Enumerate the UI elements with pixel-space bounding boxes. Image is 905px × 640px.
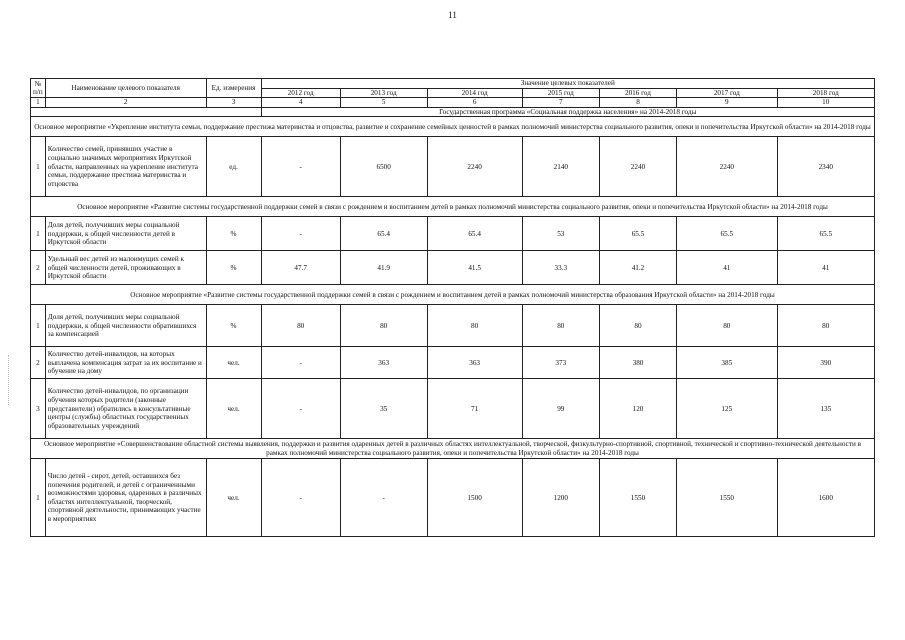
row-value: 2240 (677, 137, 777, 197)
header-year: 2013 год (340, 88, 427, 98)
row-name: Доля детей, получивших меры социальной поддержки, к общей численности обратившихся за компенсацией (45, 305, 206, 347)
row-value: - (261, 347, 340, 379)
row-value: 71 (427, 379, 522, 439)
row-value: 53 (522, 217, 599, 251)
column-number: 8 (599, 98, 676, 108)
indicators-table (30, 78, 875, 537)
header-unit: Ед. измерения (206, 79, 261, 98)
row-value: 80 (522, 305, 599, 347)
row-name: Число детей - сирот, детей, оставшихся без попечения родителей, и детей с ограниченными возможностями здоровья, одаренных в различных областях интеллектуальной, творческой, спортивной деятельности, принимающих участие в мероприятиях (45, 459, 206, 537)
row-value: 373 (522, 347, 599, 379)
row-name: Количество детей-инвалидов, на которых выплачена компенсация затрат за их воспитание и обучение на дому (45, 347, 206, 379)
row-name: Удельный вес детей из малоимущих семей к общей численности детей, проживающих в Иркутской области (45, 251, 206, 285)
row-value: 80 (427, 305, 522, 347)
row-value: 363 (427, 347, 522, 379)
column-number: 2 (45, 98, 206, 108)
row-value: 390 (777, 347, 874, 379)
row-value: 99 (522, 379, 599, 439)
row-value: 41 (777, 251, 874, 285)
section-row (31, 285, 875, 305)
row-value: 380 (599, 347, 676, 379)
row-value: 385 (677, 347, 777, 379)
row-value: 80 (261, 305, 340, 347)
section-title: Основное мероприятие «Совершенствование областной системы выявления, поддержки и развития одаренных детей в различных областях интеллектуальной, творческой, физкультурно-спортивной, спортивной, технической и спортивно-технической деятельности в рамках полномочий министерства социального развития, опеки и попечительства Иркутской области» на 2014-2018 годы (31, 439, 875, 459)
row-num: 3 (31, 379, 46, 439)
row-num: 1 (31, 459, 46, 537)
section-row (31, 197, 875, 217)
row-value: 41 (677, 251, 777, 285)
scan-margin-mark (8, 355, 10, 405)
row-value: 80 (777, 305, 874, 347)
column-number: 9 (677, 98, 777, 108)
row-unit: чел. (206, 379, 261, 439)
table-row (31, 305, 875, 347)
header-year: 2016 год (599, 88, 676, 98)
row-value: 2240 (599, 137, 676, 197)
row-value: - (340, 459, 427, 537)
row-value: 1550 (677, 459, 777, 537)
row-value: 1550 (599, 459, 676, 537)
row-value: - (261, 137, 340, 197)
row-value: - (261, 459, 340, 537)
section-row (31, 117, 875, 137)
row-value: - (261, 379, 340, 439)
table-row (31, 379, 875, 439)
section-title: Основное мероприятие «Развитие системы государственной поддержки семей в связи с рождением и воспитанием детей в рамках полномочий министерства социального развития, опеки и попечительства Иркутской области» на 2014-2018 годы (31, 197, 875, 217)
row-value: 80 (599, 305, 676, 347)
row-value: 6500 (340, 137, 427, 197)
row-unit: чел. (206, 459, 261, 537)
row-unit: ед. (206, 137, 261, 197)
header-values: Значение целевых показателей (261, 79, 874, 89)
row-value: 41.9 (340, 251, 427, 285)
header-year: 2017 год (677, 88, 777, 98)
row-value: 2240 (427, 137, 522, 197)
row-value: 120 (599, 379, 676, 439)
page-number: 11 (448, 10, 457, 20)
row-value: 65.4 (340, 217, 427, 251)
column-number: 6 (427, 98, 522, 108)
row-value: 65.5 (599, 217, 676, 251)
row-num: 1 (31, 137, 46, 197)
row-value: 80 (677, 305, 777, 347)
column-number: 4 (261, 98, 340, 108)
row-value: 80 (340, 305, 427, 347)
column-number: 5 (340, 98, 427, 108)
row-name: Доля детей, получивших меры социальной поддержки, к общей численности детей в Иркутской области (45, 217, 206, 251)
row-value: 65.4 (427, 217, 522, 251)
row-num: 1 (31, 305, 46, 347)
row-value: 47.7 (261, 251, 340, 285)
row-name: Количество семей, принявших участие в социально значимых мероприятиях Иркутской области, направленных на укрепление института семьи, поддержание престижа материнства и отцовства (45, 137, 206, 197)
row-num: 2 (31, 251, 46, 285)
column-number: 1 (31, 98, 46, 108)
section-row (31, 439, 875, 459)
row-value: 1200 (522, 459, 599, 537)
header-year: 2012 год (261, 88, 340, 98)
section-title: Основное мероприятие «Развитие системы государственной поддержки семей в связи с рождением и воспитанием детей в рамках полномочий министерства образования Иркутской области» на 2014-2018 годы (31, 285, 875, 305)
row-unit: % (206, 217, 261, 251)
header-year: 2018 год (777, 88, 874, 98)
column-number: 10 (777, 98, 874, 108)
column-number: 7 (522, 98, 599, 108)
program-row (31, 107, 875, 117)
row-unit: % (206, 305, 261, 347)
row-value: 41.2 (599, 251, 676, 285)
row-value: 125 (677, 379, 777, 439)
program-title: Государственная программа «Социальная поддержка населения» на 2014-2018 годы (261, 107, 874, 117)
row-num: 2 (31, 347, 46, 379)
row-num: 1 (31, 217, 46, 251)
row-value: 65.5 (677, 217, 777, 251)
table-row (31, 217, 875, 251)
header-name: Наименование целевого показателя (45, 79, 206, 98)
row-value: 2140 (522, 137, 599, 197)
row-value: 41.5 (427, 251, 522, 285)
table-row (31, 347, 875, 379)
column-number: 3 (206, 98, 261, 108)
row-unit: чел. (206, 347, 261, 379)
row-value: 1600 (777, 459, 874, 537)
table-row (31, 459, 875, 537)
row-value: 1500 (427, 459, 522, 537)
row-value: 2340 (777, 137, 874, 197)
row-value: 135 (777, 379, 874, 439)
table-row (31, 137, 875, 197)
row-value: 65.5 (777, 217, 874, 251)
header-num: № п/п (31, 79, 46, 98)
row-value: 33.3 (522, 251, 599, 285)
row-value: - (261, 217, 340, 251)
table-row (31, 251, 875, 285)
row-unit: % (206, 251, 261, 285)
column-numbers-row (31, 98, 875, 108)
header-row-1 (31, 79, 875, 89)
row-name: Количество детей-инвалидов, по организации обучения которых родители (законные представители) обратились в консультативные центры (службы) областных государственных образовательных учреждений (45, 379, 206, 439)
row-value: 363 (340, 347, 427, 379)
section-title: Основное мероприятие «Укрепление института семьи, поддержание престижа материнства и отцовства, развитие и сохранение семейных ценностей в рамках полномочий министерства социального развития, опеки и попечительства Иркутской области» на 2014-2018 годы (31, 117, 875, 137)
row-value: 35 (340, 379, 427, 439)
header-year: 2015 год (522, 88, 599, 98)
header-year: 2014 год (427, 88, 522, 98)
